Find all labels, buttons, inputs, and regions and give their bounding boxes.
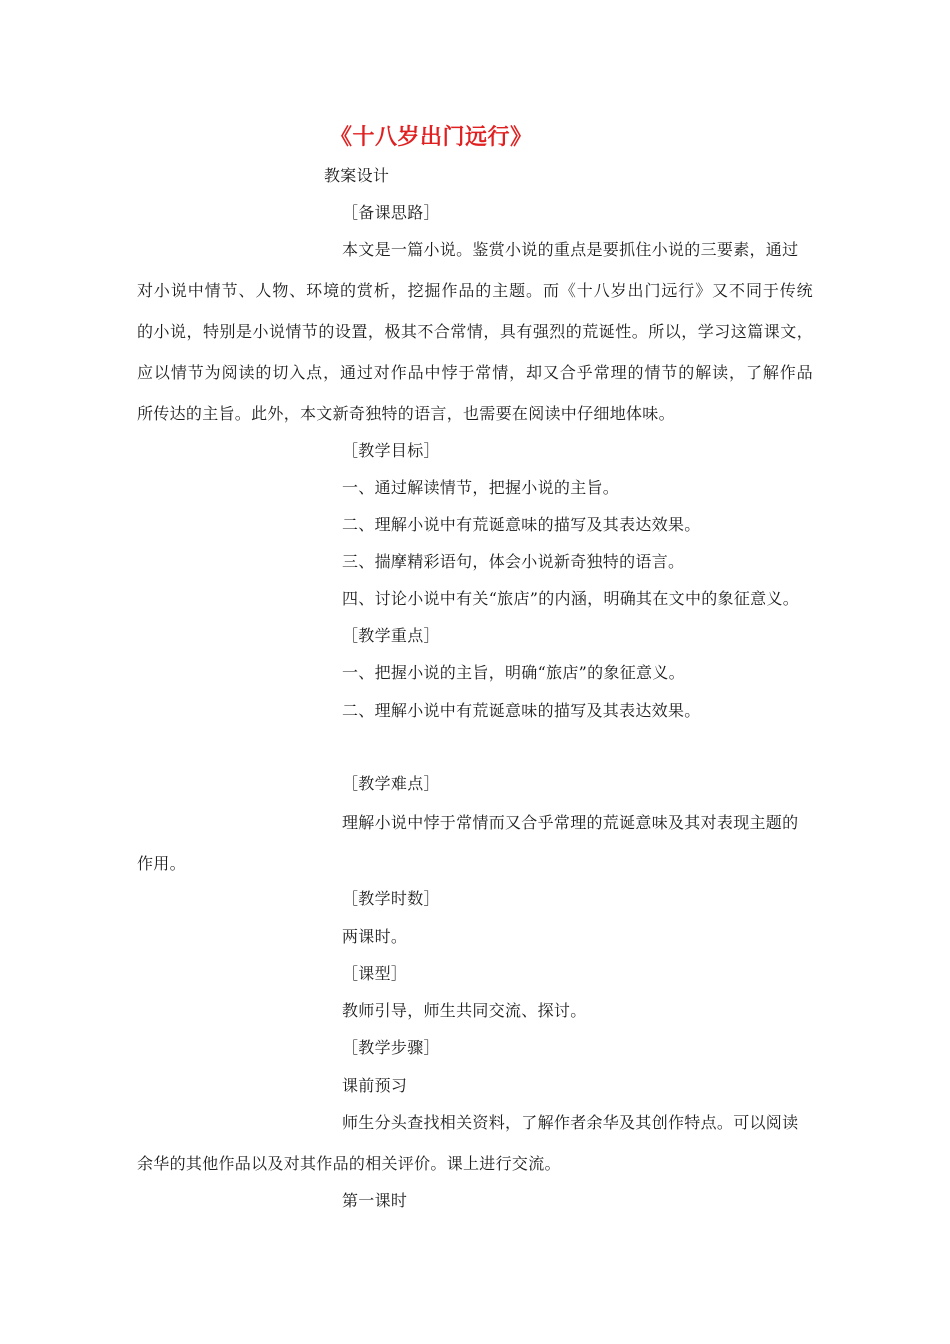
paragraph-line: 本文是一篇小说。鉴赏小说的重点是要抓住小说的三要素，通过 [342,240,799,259]
paragraph-line: 应以情节为阅读的切入点，通过对作品中悖于常情，却又合乎常理的情节的解读，了解作品 [137,363,813,382]
section-heading-hours: ［教学时数］ [342,889,440,908]
list-item: 三、揣摩精彩语句，体会小说新奇独特的语言。 [342,552,685,571]
list-item: 二、理解小说中有荒诞意味的描写及其表达效果。 [342,701,701,720]
paragraph-line: 理解小说中悖于常情而又合乎常理的荒诞意味及其对表现主题的 [342,813,799,832]
document-subtitle: 教案设计 [324,166,390,185]
document-title: 《十八岁出门远行》 [330,124,533,150]
section-heading-key: ［教学重点］ [342,626,440,645]
paragraph-line: 的小说，特别是小说情节的设置，极其不合常情，具有强烈的荒诞性。所以，学习这篇课文， [137,322,813,341]
section-heading-steps: ［教学步骤］ [342,1038,440,1057]
section-heading-goals: ［教学目标］ [342,441,440,460]
paragraph-line: 余华的其他作品以及对其作品的相关评价。课上进行交流。 [137,1154,561,1173]
section-heading-difficulty: ［教学难点］ [342,774,440,793]
paragraph-line: 师生分头查找相关资料，了解作者余华及其创作特点。可以阅读 [342,1113,799,1132]
list-item: 二、理解小说中有荒诞意味的描写及其表达效果。 [342,515,701,534]
paragraph-line: 作用。 [137,854,186,873]
section-heading-prep: ［备课思路］ [342,203,440,222]
list-item: 一、通过解读情节，把握小说的主旨。 [342,478,620,497]
preview-heading: 课前预习 [342,1076,408,1095]
paragraph-line: 所传达的主旨。此外，本文新奇独特的语言，也需要在阅读中仔细地体味。 [137,404,675,423]
list-item: 一、把握小说的主旨，明确“旅店”的象征意义。 [342,663,685,682]
type-text: 教师引导，师生共同交流、探讨。 [342,1001,587,1020]
paragraph-line: 对小说中情节、人物、环境的赏析，挖掘作品的主题。而《十八岁出门远行》又不同于传统 [137,281,813,300]
list-item: 四、讨论小说中有关“旅店”的内涵，明确其在文中的象征意义。 [342,589,800,608]
section-heading-type: ［课型］ [342,964,408,983]
first-lesson-heading: 第一课时 [342,1191,408,1210]
hours-text: 两课时。 [342,927,408,946]
